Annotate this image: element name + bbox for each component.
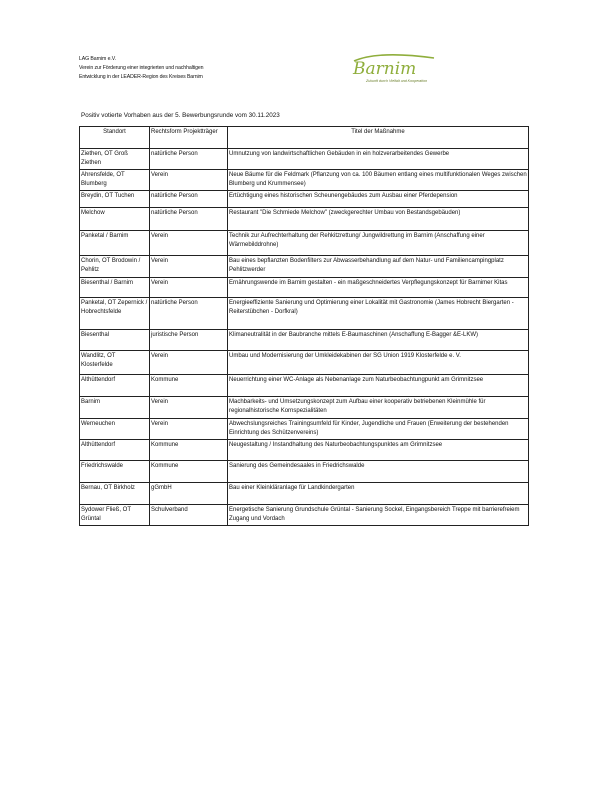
- cell-titel: Bau einer Kleinkläranlage für Landkindergarten: [228, 483, 529, 505]
- logo-wordmark: Barnim: [353, 59, 417, 79]
- table-row: [80, 298, 529, 330]
- cell-rechtsform: Verein: [150, 170, 228, 191]
- barnim-logo: [348, 52, 438, 86]
- cell-titel: Klimaneutralität in der Baubranche mittels E-Baumaschinen (Anschaffung E-Bagger &E-LKW): [228, 330, 529, 351]
- cell-standort: Panketal / Barnim: [80, 231, 150, 256]
- table-row: [80, 483, 529, 505]
- table-row: [80, 375, 529, 397]
- cell-rechtsform: Verein: [150, 397, 228, 419]
- cell-standort: Chorin, OT Brodowin / Pehlitz: [80, 256, 150, 278]
- cell-titel: Bau eines bepflanzten Bodenfilters zur Abwasserbehandlung auf dem Natur- und Familiencampingplatz Pehlitzwerder: [228, 256, 529, 278]
- table-row: [80, 351, 529, 375]
- table-row: [80, 461, 529, 483]
- cell-standort: Melchow: [80, 208, 150, 231]
- table-header-row: [80, 127, 529, 149]
- cell-rechtsform: natürliche Person: [150, 149, 228, 170]
- cell-rechtsform: juristische Person: [150, 330, 228, 351]
- cell-standort: Barnim: [80, 397, 150, 419]
- cell-titel: Technik zur Aufrechterhaltung der Rehkitzrettung/ Jungwildrettung im Barnim (Anschaffung einer Wärmebilddrohne): [228, 231, 529, 256]
- cell-titel: Umbau und Modernisierung der Umkleidekabinen der SG Union 1919 Klosterfelde e. V.: [228, 351, 529, 375]
- table-row: [80, 149, 529, 170]
- cell-standort: Breydin, OT Tuchen: [80, 191, 150, 208]
- cell-standort: Althüttendorf: [80, 440, 150, 461]
- projects-table: [79, 126, 529, 526]
- cell-titel: Ertüchtigung eines historischen Scheunengebäudes zum Ausbau einer Pferdepension: [228, 191, 529, 208]
- cell-titel: Energieeffiziente Sanierung und Optimierung einer Lokalität mit Gastronomie (James Hobrecht Biergarten - Reiterstübchen - Dorfkral): [228, 298, 529, 330]
- cell-rechtsform: Verein: [150, 419, 228, 440]
- cell-standort: Werneuchen: [80, 419, 150, 440]
- cell-rechtsform: gGmbH: [150, 483, 228, 505]
- table-row: [80, 330, 529, 351]
- table-row: [80, 170, 529, 191]
- org-name: LAG Barnim e.V.: [79, 56, 116, 62]
- organization-header: [79, 55, 203, 82]
- cell-standort: Althüttendorf: [80, 375, 150, 397]
- cell-standort: Biesenthal: [80, 330, 150, 351]
- cell-rechtsform: Kommune: [150, 440, 228, 461]
- cell-rechtsform: Kommune: [150, 375, 228, 397]
- logo-tagline: Zukunft durch Vielfalt und Kooperation: [366, 79, 428, 83]
- table-row: [80, 419, 529, 440]
- cell-standort: Friedrichswalde: [80, 461, 150, 483]
- cell-standort: Panketal, OT Zepernick / Hobrechtsfelde: [80, 298, 150, 330]
- cell-titel: Neue Bäume für die Feldmark (Pflanzung von ca. 100 Bäumen entlang eines multifunktionalen Weges zwischen Blumberg und Krummensee): [228, 170, 529, 191]
- table-row: [80, 256, 529, 278]
- cell-rechtsform: Verein: [150, 231, 228, 256]
- cell-standort: Sydower Fließ, OT Grüntal: [80, 505, 150, 526]
- cell-rechtsform: Verein: [150, 278, 228, 298]
- cell-rechtsform: Verein: [150, 351, 228, 375]
- cell-rechtsform: natürliche Person: [150, 298, 228, 330]
- cell-titel: Neugestaltung / Instandhaltung des Naturbeobachtungspunktes am Grimnitzsee: [228, 440, 529, 461]
- table-row: [80, 397, 529, 419]
- table-row: [80, 278, 529, 298]
- cell-rechtsform: Verein: [150, 256, 228, 278]
- cell-titel: Umnutzung von landwirtschaftlichen Gebäuden in ein holzverarbeitendes Gewerbe: [228, 149, 529, 170]
- column-header-standort: Standort: [80, 127, 150, 149]
- cell-titel: Restaurant "Die Schmiede Melchow" (zweckgerechter Umbau von Bestandsgebäuden): [228, 208, 529, 231]
- cell-rechtsform: natürliche Person: [150, 191, 228, 208]
- table-row: [80, 191, 529, 208]
- cell-rechtsform: Schulverband: [150, 505, 228, 526]
- column-header-titel: Titel der Maßnahme: [228, 127, 529, 149]
- table-row: [80, 208, 529, 231]
- column-header-rechtsform: Rechtsform Projektträger: [150, 127, 228, 149]
- cell-titel: Machbarkeits- und Umsetzungskonzept zum Aufbau einer kooperativ betriebenen Kleinmühle für regionalhistorische Kornspezialitäten: [228, 397, 529, 419]
- table-row: [80, 440, 529, 461]
- cell-standort: Ahrensfelde, OT Blumberg: [80, 170, 150, 191]
- cell-standort: Ziethen, OT Groß Ziethen: [80, 149, 150, 170]
- cell-standort: Bernau, OT Birkholz: [80, 483, 150, 505]
- org-description-line1: Verein zur Förderung einer integrierten und nachhaltigen: [79, 65, 204, 71]
- cell-standort: Biesenthal / Barnim: [80, 278, 150, 298]
- cell-rechtsform: natürliche Person: [150, 208, 228, 231]
- cell-titel: Neuerrichtung einer WC-Anlage als Nebenanlage zum Naturbeobachtungpunkt am Grimnitzsee: [228, 375, 529, 397]
- cell-titel: Ernährungswende im Barnim gestalten - ein maßgeschneidertes Verpflegungskonzept für Barnimer Kitas: [228, 278, 529, 298]
- cell-standort: Wandlitz, OT Klosterfelde: [80, 351, 150, 375]
- cell-titel: Energetische Sanierung Grundschule Grüntal - Sanierung Sockel, Eingangsbereich Treppe mit barrierefreiem Zugang und Vordach: [228, 505, 529, 526]
- table-row: [80, 231, 529, 256]
- cell-titel: Sanierung des Gemeindesaales in Friedrichswalde: [228, 461, 529, 483]
- table-row: [80, 505, 529, 526]
- cell-titel: Abwechslungsreiches Trainingsumfeld für Kinder, Jugendliche und Frauen (Erweiterung der bestehenden Einrichtung des Schützenvereins): [228, 419, 529, 440]
- org-description-line2: Entwicklung in der LEADER-Region des Kreises Barnim: [79, 74, 203, 80]
- cell-rechtsform: Kommune: [150, 461, 228, 483]
- table-caption: Positiv votierte Vorhaben aus der 5. Bewerbungsrunde vom 30.11.2023: [81, 112, 280, 119]
